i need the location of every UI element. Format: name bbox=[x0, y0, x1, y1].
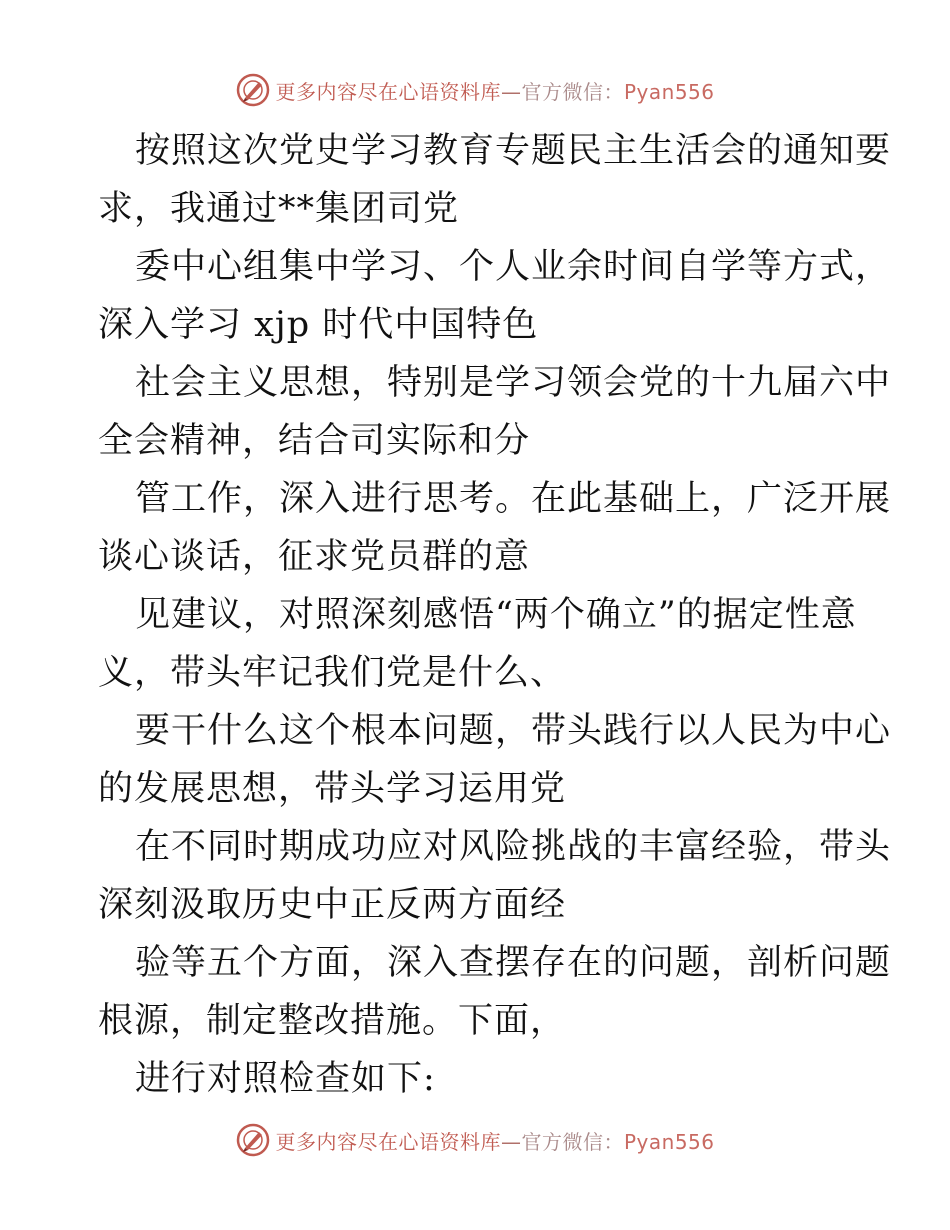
paragraph-2 bbox=[98, 238, 892, 354]
paragraph-line: 验等五个方面，深入查摆存在的问题，剖析问题 bbox=[135, 943, 892, 983]
paragraph-4 bbox=[98, 470, 892, 586]
document-body bbox=[98, 122, 892, 1108]
footer-banner-separator: — bbox=[500, 1129, 522, 1154]
paragraph-line: 在不同时期成功应对风险挑战的丰富经验，带头 bbox=[135, 827, 892, 867]
paragraph-line: 深刻汲取历史中正反两方面经 bbox=[98, 885, 567, 925]
paragraph-line: 进行对照检查如下: bbox=[135, 1059, 436, 1099]
paragraph-3 bbox=[98, 354, 892, 470]
header-wechat-label: 官方微信： bbox=[521, 79, 624, 104]
paragraph-5 bbox=[98, 586, 858, 702]
paragraph-1 bbox=[98, 122, 892, 238]
paragraph-line: 求，我通过**集团司党 bbox=[98, 189, 460, 229]
paragraph-line: 全会精神，结合司实际和分 bbox=[98, 421, 531, 461]
header-banner bbox=[0, 70, 950, 110]
pen-nib-logo-icon bbox=[235, 72, 271, 108]
footer-wechat-id: Pyan556 bbox=[623, 1129, 715, 1154]
paragraph-line: 按照这次党史学习教育专题民主生活会的通知要 bbox=[135, 131, 892, 171]
pen-nib-logo-icon bbox=[235, 1122, 271, 1158]
footer-banner-text bbox=[275, 1126, 714, 1155]
paragraph-line: 谈心谈话，征求党员群的意 bbox=[98, 537, 531, 577]
footer-banner-title: 更多内容尽在心语资料库 bbox=[275, 1129, 501, 1154]
paragraph-line: 要干什么这个根本问题，带头践行以人民为中心 bbox=[135, 711, 892, 751]
paragraph-7 bbox=[98, 818, 892, 934]
header-banner-separator: — bbox=[500, 79, 522, 104]
paragraph-line: 委中心组集中学习、个人业余时间自学等方式， bbox=[135, 247, 892, 287]
header-banner-text bbox=[275, 76, 714, 105]
paragraph-line: 管工作，深入进行思考。在此基础上，广泛开展 bbox=[135, 479, 892, 519]
paragraph-8 bbox=[98, 934, 892, 1050]
header-wechat-id: Pyan556 bbox=[623, 79, 715, 104]
paragraph-line: 深入学习 xjp 时代中国特色 bbox=[98, 305, 539, 345]
paragraph-line: 的发展思想，带头学习运用党 bbox=[98, 769, 567, 809]
paragraph-line: 社会主义思想，特别是学习领会党的十九届六中 bbox=[135, 363, 892, 403]
paragraph-6 bbox=[98, 702, 892, 818]
paragraph-line: 义，带头牢记我们党是什么、 bbox=[98, 653, 567, 693]
paragraph-line: 见建议，对照深刻感悟“两个确立”的据定性意 bbox=[135, 595, 857, 635]
footer-wechat-label: 官方微信： bbox=[521, 1129, 624, 1154]
paragraph-line: 根源，制定整改措施。下面， bbox=[98, 1001, 567, 1041]
paragraph-9 bbox=[98, 1050, 858, 1108]
footer-banner bbox=[0, 1120, 950, 1160]
header-banner-title: 更多内容尽在心语资料库 bbox=[275, 79, 501, 104]
